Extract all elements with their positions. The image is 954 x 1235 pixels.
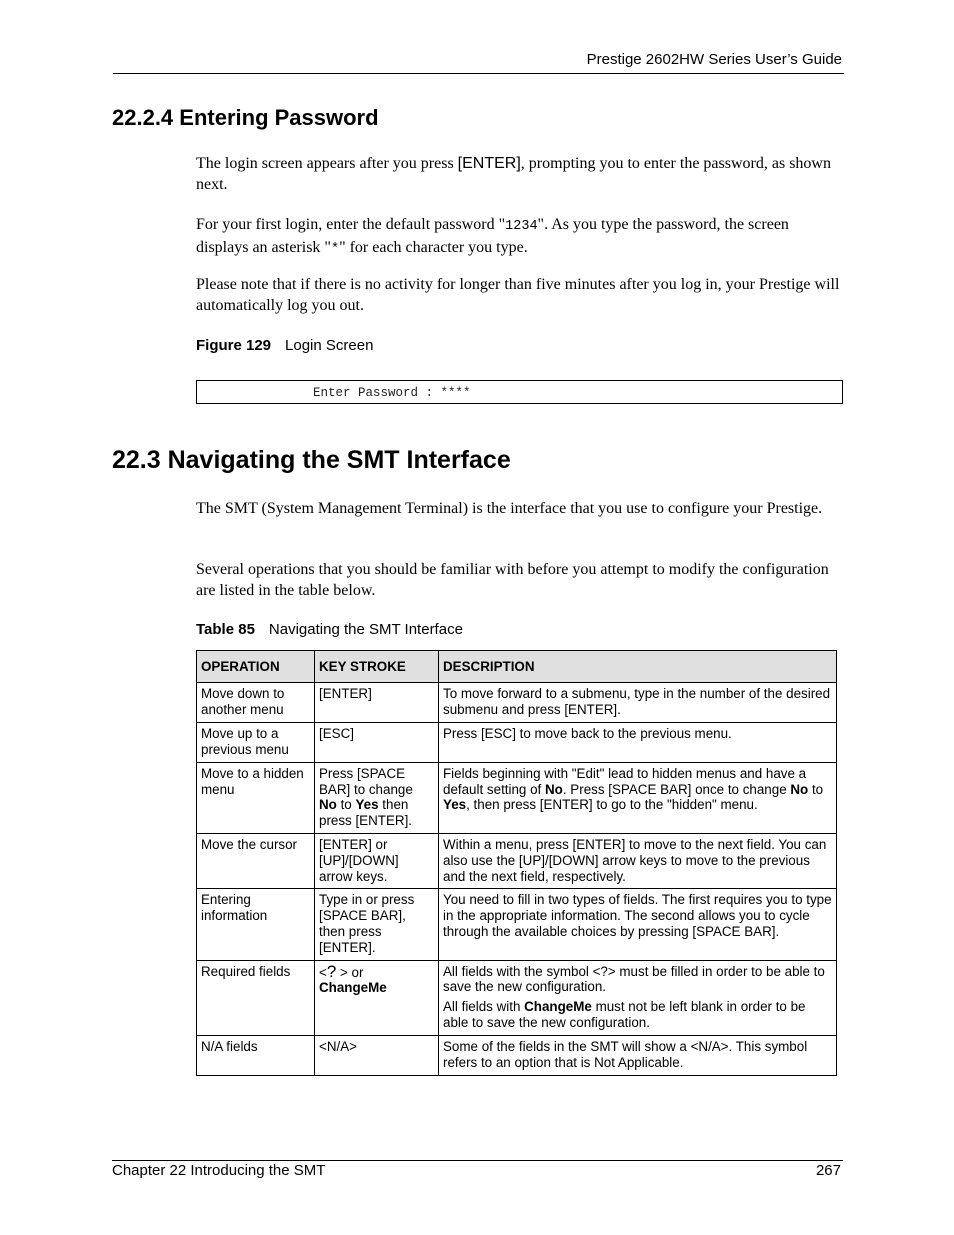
text-run: , then press [ENTER] to go to the "hidden" menu.	[466, 797, 758, 813]
cell-keystroke	[315, 960, 439, 1035]
paragraph-login-screen	[196, 154, 841, 195]
text-run: then press [ENTER].	[319, 797, 413, 829]
cell-operation: Move down to another menu	[197, 682, 315, 722]
bold-changeme: ChangeMe	[319, 980, 387, 996]
text-run: " for each character you type.	[339, 238, 528, 256]
cell-keystroke	[315, 762, 439, 833]
column-header-description: DESCRIPTION	[439, 651, 837, 683]
text-run: , prompting you to enter the password, as shown next.	[196, 155, 831, 193]
bold-no: No	[319, 797, 337, 813]
cell-description: You need to fill in two types of fields. The first requires you to type in the appropriate information. The second allows you to cycle through the available choices by pressing [SPACE BAR].	[439, 889, 837, 960]
text-run: must not be left blank in order to be able to save the new configuration.	[443, 999, 806, 1030]
question-mark-symbol: ?	[326, 961, 337, 981]
cell-operation: N/A fields	[197, 1035, 315, 1075]
text-run: ". As you type the password, the screen displays an asterisk "	[196, 216, 789, 256]
cell-keystroke: [ESC]	[315, 722, 439, 762]
cell-keystroke: <N/A>	[315, 1035, 439, 1075]
text-run: > or	[336, 964, 364, 980]
table-title: Navigating the SMT Interface	[268, 621, 463, 638]
bold-no: No	[545, 781, 563, 797]
table-row	[197, 722, 837, 762]
header-rule	[113, 73, 844, 74]
bold-yes: Yes	[443, 797, 467, 813]
password-prompt-text: Enter Password : ****	[313, 386, 471, 400]
figure-caption	[196, 337, 373, 354]
figure-title: Login Screen	[285, 337, 374, 354]
text-run: to	[336, 797, 356, 813]
paragraph-operations-intro: Several operations that you should be familiar with before you attempt to modify the configuration are listed in the table below.	[196, 561, 829, 599]
table-row	[197, 833, 837, 888]
enter-key-text: [ENTER]	[457, 155, 521, 172]
paragraph-smt-intro: The SMT (System Management Terminal) is the interface that you use to configure your Prestige.	[196, 500, 823, 517]
cell-keystroke: Type in or press [SPACE BAR], then press [ENTER].	[315, 889, 439, 960]
footer-chapter: Chapter 22 Introducing the SMT	[112, 1162, 326, 1179]
text-run: Fields beginning with "Edit" lead to hidden menus and have a default setting of	[443, 765, 807, 797]
cell-description: Some of the fields in the SMT will show a <N/A>. This symbol refers to an option that is Not Applicable.	[439, 1035, 837, 1075]
text-run: Press [SPACE BAR] to change	[319, 765, 413, 797]
table-header-row	[197, 651, 837, 683]
description-paragraph: All fields with the symbol <?> must be filled in order to be able to save the new configuration.	[443, 963, 825, 995]
section-heading-entering-password: 22.2.4 Entering Password	[112, 105, 379, 130]
text-run: The login screen appears after you press	[196, 155, 458, 172]
cell-description: To move forward to a submenu, type in the number of the desired submenu and press [ENTER].	[439, 682, 837, 722]
cell-description: Press [ESC] to move back to the previous menu.	[439, 722, 837, 762]
default-password-code: 1234	[505, 219, 538, 234]
footer-rule	[112, 1160, 843, 1161]
table-caption	[196, 621, 463, 638]
cell-operation: Entering information	[197, 889, 315, 960]
column-header-key-stroke: KEY STROKE	[315, 651, 439, 683]
asterisk-code: *	[330, 241, 340, 257]
table-row	[197, 762, 837, 833]
text-run: All fields with	[443, 999, 525, 1015]
table-row	[197, 960, 837, 1035]
cell-description: Within a menu, press [ENTER] to move to the next field. You can also use the [UP]/[DOWN] arrow keys to move to the previous and the next field, respectively.	[439, 833, 837, 888]
cell-keystroke: [ENTER]	[315, 682, 439, 722]
paragraph-default-password	[196, 215, 841, 260]
text-run: to	[808, 781, 824, 797]
bold-no: No	[790, 781, 809, 797]
paragraph-auto-logout: Please note that if there is no activity for longer than five minutes after you log in, your Prestige will automatically log you out.	[196, 276, 840, 314]
table-row	[197, 1035, 837, 1075]
section-heading-navigating-smt: 22.3 Navigating the SMT Interface	[112, 446, 511, 474]
cell-keystroke: [ENTER] or [UP]/[DOWN] arrow keys.	[315, 833, 439, 888]
table-label: Table 85	[196, 621, 255, 638]
running-header: Prestige 2602HW Series User’s Guide	[586, 51, 842, 68]
cell-operation: Required fields	[197, 960, 315, 1035]
page-number: 267	[815, 1162, 841, 1179]
text-run: <	[319, 964, 327, 980]
table-row	[197, 682, 837, 722]
cell-description	[439, 960, 837, 1035]
column-header-operation: OPERATION	[197, 651, 315, 683]
cell-operation: Move to a hidden menu	[197, 762, 315, 833]
bold-yes: Yes	[355, 797, 379, 813]
figure-label: Figure 129	[196, 337, 272, 354]
cell-operation: Move the cursor	[197, 833, 315, 888]
text-run: For your first login, enter the default password "	[196, 216, 506, 233]
cell-operation: Move up to a previous menu	[197, 722, 315, 762]
cell-description	[439, 762, 837, 833]
login-screen-figure	[196, 380, 843, 404]
text-run: . Press [SPACE BAR] once to change	[562, 781, 791, 797]
bold-changeme: ChangeMe	[524, 999, 592, 1015]
smt-navigation-table	[196, 650, 837, 1076]
table-row	[197, 889, 837, 960]
description-paragraph	[443, 999, 832, 1031]
